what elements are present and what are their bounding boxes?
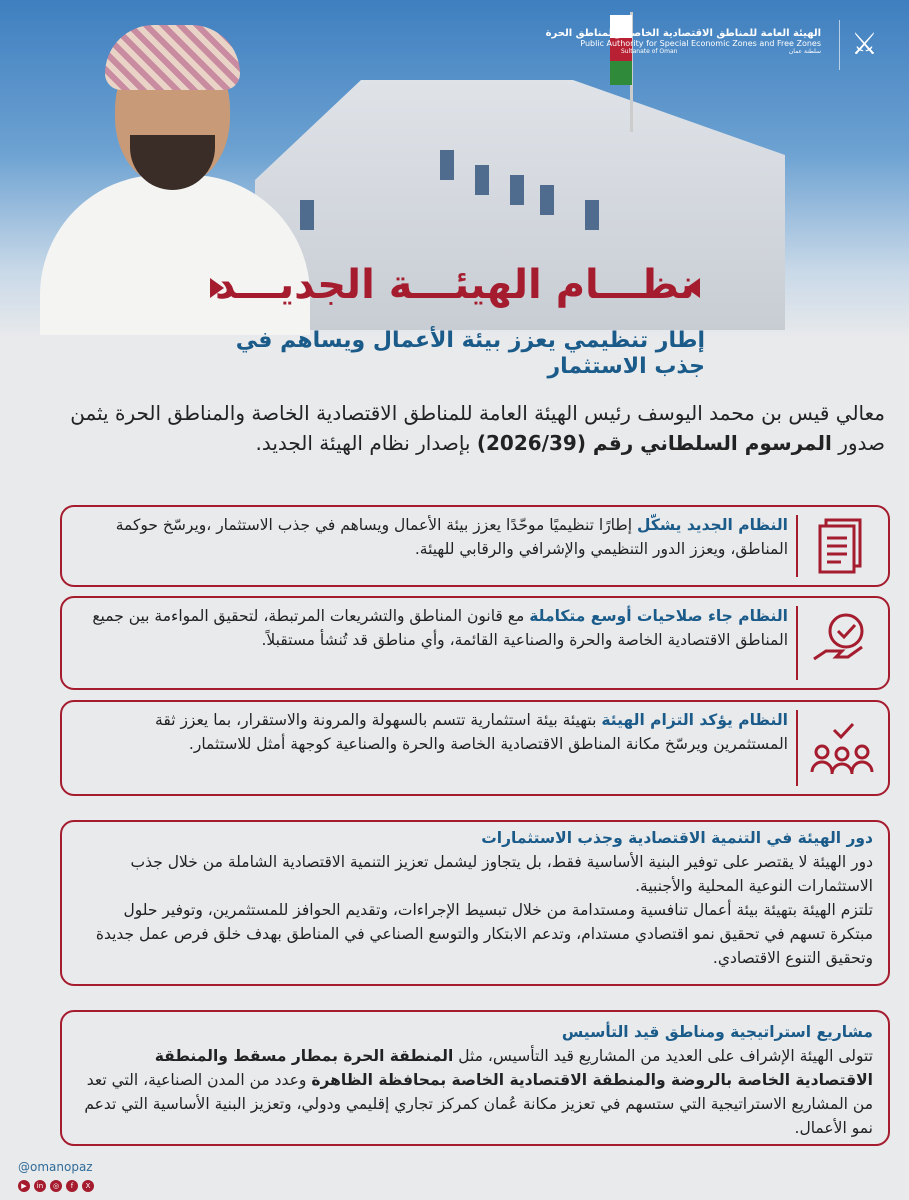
linkedin-icon[interactable]: in — [34, 1180, 46, 1192]
document-icon — [806, 510, 878, 582]
role-section: دور الهيئة في التنمية الاقتصادية وجذب الاستثمارات دور الهيئة لا يقتصر على توفير البنية الأساسية فقط، بل يتجاوز ليشمل تعزيز التنمية الاقتصادية الشاملة من خلال جذب الاستثمارات النوعية المحلية والأجنبية. تلتزم الهيئة بتهيئة بيئة أعمال تنافسية ومستدامة من خلال تبسيط الإجراءات، وتقديم الحوافز للمستثمرين، وتوفير حلول مبتكرة تسهم في تحقيق نمو اقتصادي مستدام، وتدعم الابتكار والتوسع الصناعي في المناطق بهدف خلق فرص عمل جديدة وتحقيق التنوع الاقتصادي. — [60, 820, 890, 986]
section-heading: دور الهيئة في التنمية الاقتصادية وجذب الاستثمارات — [481, 829, 873, 847]
oman-emblem-icon: ⚔ — [839, 20, 889, 70]
youtube-icon[interactable]: ▶ — [18, 1180, 30, 1192]
hand-check-icon — [806, 607, 878, 679]
point-card: النظام يؤكد التزام الهيئة بتهيئة بيئة استثمارية تتسم بالسهولة والمرونة والاستقرار، بما يعزز ثقة المستثمرين ويرسّخ مكانة المناطق الاقتصادية الخاصة والحرة والصناعية كوجهة أمثل للاستثمار. — [60, 700, 890, 796]
people-check-icon — [806, 712, 878, 784]
section-heading: مشاريع استراتيجية ومناطق قيد التأسيس — [561, 1023, 873, 1041]
x-icon[interactable]: X — [82, 1180, 94, 1192]
authority-logo: ⚔ الهيئة العامة للمناطق الاقتصادية الخاصة والمناطق الحرة Public Authority for Special Economic Zones and Free Zones Sultanate of Oman سلطنة عمان — [546, 28, 889, 55]
intro-paragraph: معالي قيس بن محمد اليوسف رئيس الهيئة العامة للمناطق الاقتصادية الخاصة والمناطق الحرة يثمن صدور المرسوم السلطاني رقم (2026/39) بإصدار نظام الهيئة الجديد. — [70, 401, 885, 455]
point-card: النظام الجديد يشكّل إطارًا تنظيميًا موحّدًا يعزز بيئة الأعمال ويساهم في جذب الاستثمار ،ويرسّخ حوكمة المناطق، ويعزز الدور التنظيمي والإشرافي والرقابي للهيئة. — [60, 505, 890, 587]
instagram-icon[interactable]: ◎ — [50, 1180, 62, 1192]
point-card: النظام جاء صلاحيات أوسع متكاملة مع قانون المناطق والتشريعات المرتبطة، لتحقيق المواءمة بين جميع المناطق الاقتصادية الخاصة والحرة والصناعية القائمة، وأي مناطق قد تُنشأ مستقبلاً. — [60, 596, 890, 690]
social-links — [18, 1180, 94, 1192]
facebook-icon[interactable]: f — [66, 1180, 78, 1192]
social-handle[interactable]: @omanopaz — [18, 1160, 93, 1174]
projects-section: مشاريع استراتيجية ومناطق قيد التأسيس تتولى الهيئة الإشراف على العديد من المشاريع قيد التأسيس، مثل المنطقة الحرة بمطار مسقط والمنطقة الاقتصادية الخاصة بالروضة والمنطقة الاقتصادية الخاصة بمحافظة الظاهرة وعدد من المدن الصناعية، التي تعد من المشاريع الاستراتيجية التي ستسهم في تعزيز مكانة عُمان كمركز تجاري إقليمي ودولي، وتعزيز البنية الأساسية التي تدعم نمو الأعمال. — [60, 1010, 890, 1146]
subtitle: إطار تنظيمي يعزز بيئة الأعمال ويساهم في جذب الاستثمار — [235, 328, 705, 379]
page-title: نظـــام الهيئـــة الجديـــد — [214, 262, 696, 308]
